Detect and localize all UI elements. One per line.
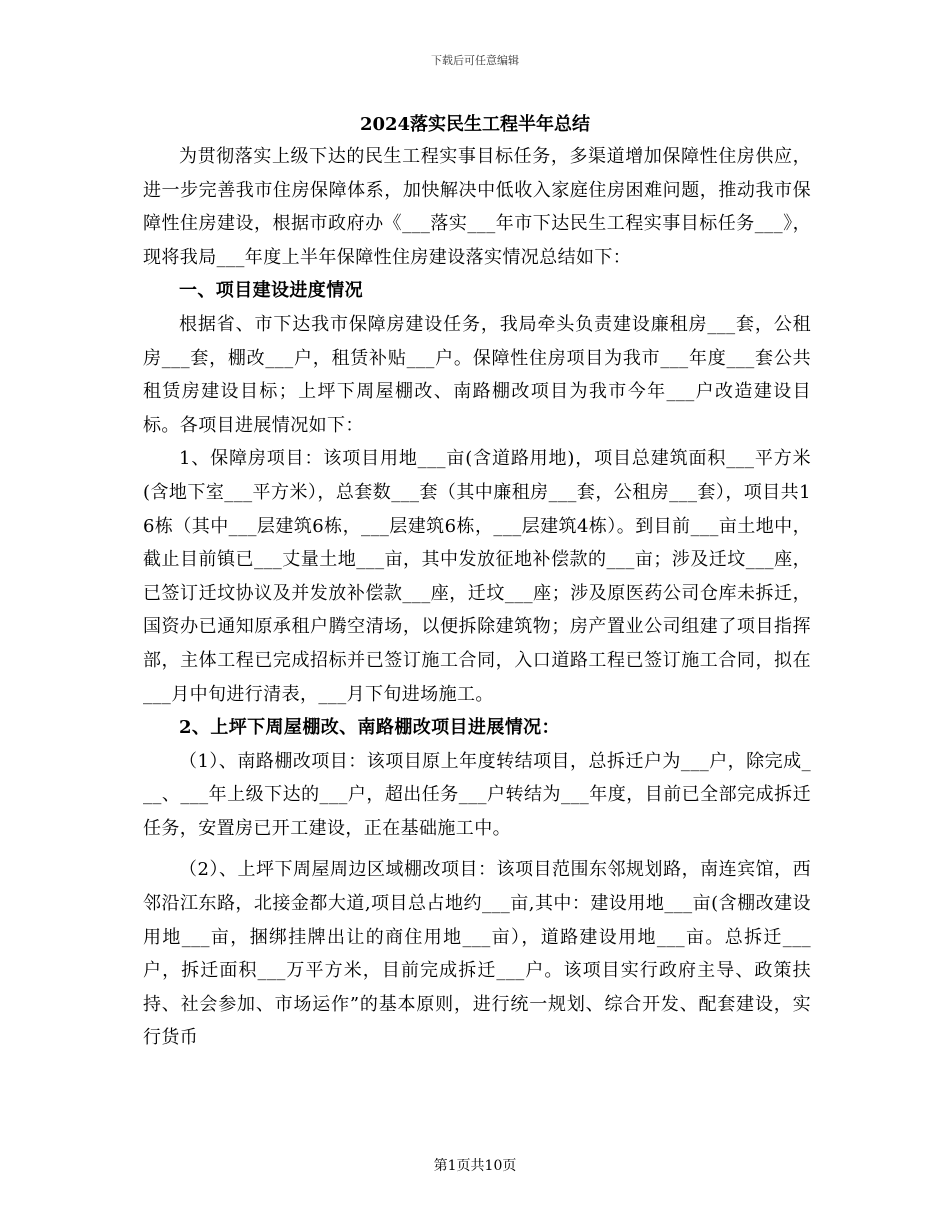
- document-title: 2024落实民生工程半年总结: [359, 114, 591, 135]
- header-note: 下载后可任意编辑: [431, 54, 519, 67]
- page-number: 第1页共10页: [433, 1158, 517, 1174]
- nanlu-project-paragraph: （1）、南路棚改项目：该项目原上年度转结项目，总拆迁户为___户，除完成___、___年上级下达的___户，超出任务___户转结为___年度，目前已全部完成拆迁任务，安置房已开工建设，正在基础施工中。: [143, 750, 811, 839]
- intro-paragraph: 为贯彻落实上级下达的民生工程实事目标任务，多渠道增加保障性住房供应，进一步完善我市住房保障体系，加快解决中低收入家庭住房困难问题，推动我市保障性住房建设，根据市政府办《___落实___年市下达民生工程实事目标任务___》，现将我局___年度上半年保障性住房建设落实情况总结如下：: [143, 146, 811, 268]
- subheading-renovation-projects: 2、上坪下周屋棚改、南路棚改项目进展情况：: [179, 717, 560, 739]
- tasks-paragraph: 根据省、市下达我市保障房建设任务，我局牵头负责建设廉租房___套，公租房___套，棚改___户，租赁补贴___户。保障性住房项目为我市___年度___套公共租赁房建设目标；上坪下周屋棚改、南路棚改项目为我市今年___户改造建设目标。各项目进展情况如下：: [143, 313, 811, 436]
- document-body: [143, 140, 811, 1055]
- shangping-project-paragraph: （2）、上坪下周屋周边区域棚改项目：该项目范围东邻规划路，南连宾馆，西邻沿江东路，北接金都大道,项目总占地约___亩,其中：建设用地___亩(含棚改建设用地___亩，捆绑挂牌出让的商住用地___亩），道路建设用地___亩。总拆迁___户，拆迁面积___万平方米，目前完成拆迁___户。该项目实行政府主导、政策扶持、社会参加、市场运作”的基本原则，进行统一规划、综合开发、配套建设，实行货币: [143, 859, 811, 1049]
- section-heading-progress: 一、项目建设进度情况: [179, 280, 363, 302]
- housing-project-paragraph: 1、保障房项目：该项目用地___亩(含道路用地)，项目总建筑面积___平方米(含地下室___平方米），总套数___套（其中廉租房___套，公租房___套），项目共16栋（其中___层建筑6栋，___层建筑6栋，___层建筑4栋）。到目前___亩土地中，截止目前镇已___丈量土地___亩，其中发放征地补偿款的___亩；涉及迁坟___座，已签订迁坟协议及并发放补偿款___座，迁坟___座；涉及原医药公司仓库未拆迁，国资办已通知原承租户腾空清场，以便拆除建筑物；房产置业公司组建了项目指挥部，主体工程已完成招标并已签订施工合同，入口道路工程已签订施工合同，拟在___月中旬进行清表，___月下旬进场施工。: [143, 448, 811, 705]
